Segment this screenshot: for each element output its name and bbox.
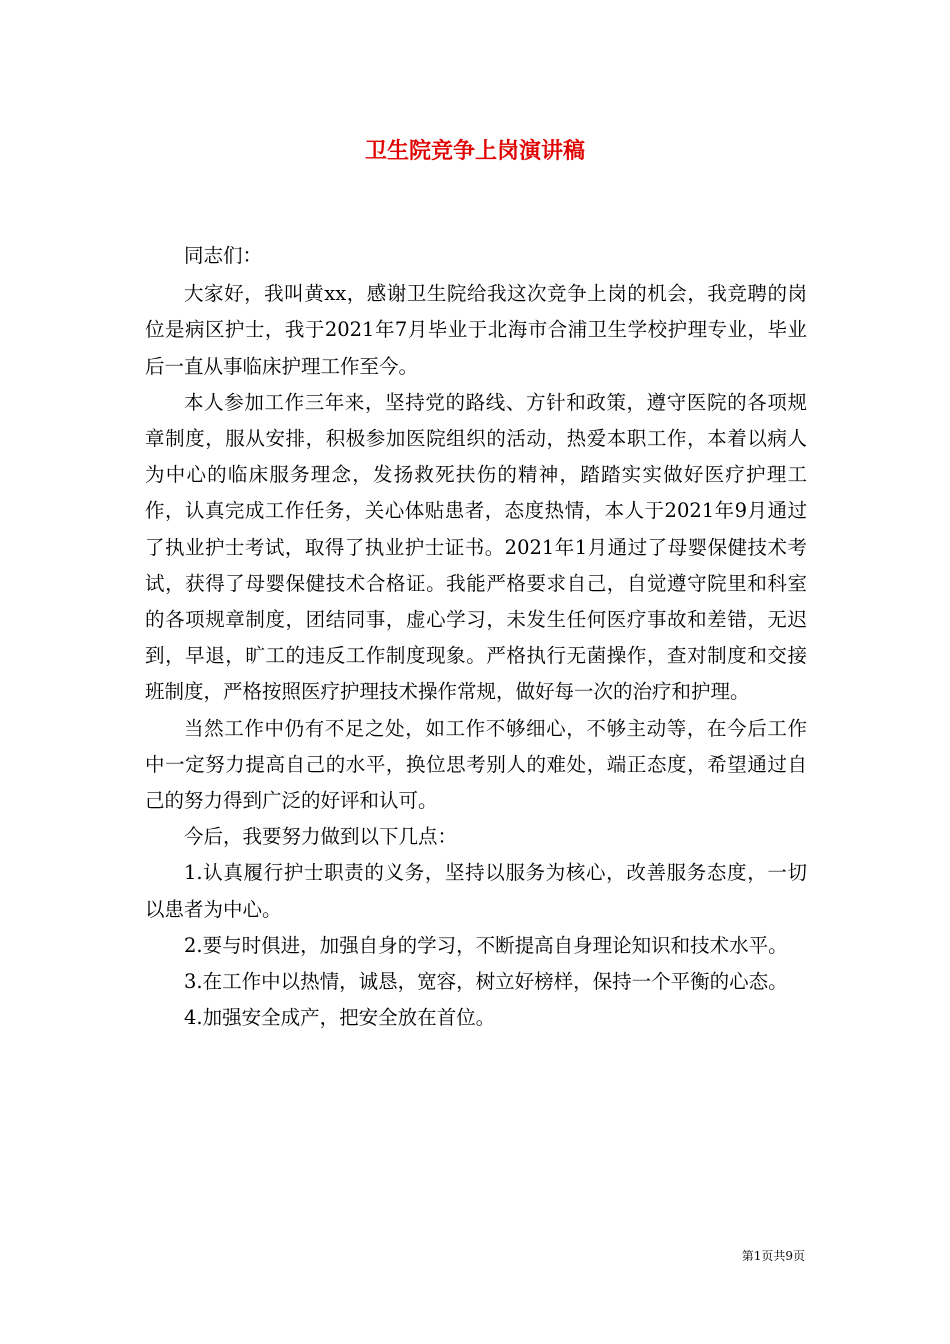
- document-title: 卫生院竞争上岗演讲稿: [364, 138, 585, 164]
- paragraph-plan-intro: 今后，我要努力做到以下几点：: [184, 825, 458, 849]
- list-item-3: 3.在工作中以热情，诚恳，宽容，树立好榜样，保持一个平衡的心态。: [184, 970, 788, 994]
- page-number: 第1页共9页: [741, 1249, 805, 1263]
- list-item-4: 4.加强安全成产，把安全放在首位。: [184, 1006, 496, 1030]
- list-item-2: 2.要与时俱进，加强自身的学习，不断提高自身理论知识和技术水平。: [184, 933, 788, 957]
- list-item-1: 1.认真履行护士职责的义务，坚持以服务为核心，改善服务态度，一切以患者为中心。: [145, 861, 807, 921]
- salutation: 同志们：: [184, 244, 263, 267]
- paragraph-work-record: 本人参加工作三年来，坚持党的路线、方针和政策，遵守医院的各项规章制度，服从安排，积极参加医院组织的活动，热爱本职工作，本着以病人为中心的临床服务理念，发扬救死扶伤的精神，踏踏实实做好医疗护理工作，认真完成工作任务，关心体贴患者，态度热情，本人于2021年9月通过了执业护士考试，取得了执业护士证书。2021年1月通过了母婴保健技术考试，获得了母婴保健技术合格证。我能严格要求自己，自觉遵守院里和科室的各项规章制度，团结同事，虚心学习，未发生任何医疗事故和差错，无迟到，早退，旷工的违反工作制度现象。严格执行无菌操作，查对制度和交接班制度，严格按照医疗护理技术操作常规，做好每一次的治疗和护理。: [145, 390, 807, 704]
- paragraph-shortcomings: 当然工作中仍有不足之处，如工作不够细心，不够主动等，在今后工作中一定努力提高自己的水平，换位思考别人的难处，端正态度，希望通过自己的努力得到广泛的好评和认可。: [145, 716, 807, 813]
- document-body: [145, 238, 807, 1036]
- paragraph-intro: 大家好，我叫黄xx，感谢卫生院给我这次竞争上岗的机会，我竞聘的岗位是病区护士，我于2021年7月毕业于北海市合浦卫生学校护理专业，毕业后一直从事临床护理工作至今。: [145, 282, 807, 378]
